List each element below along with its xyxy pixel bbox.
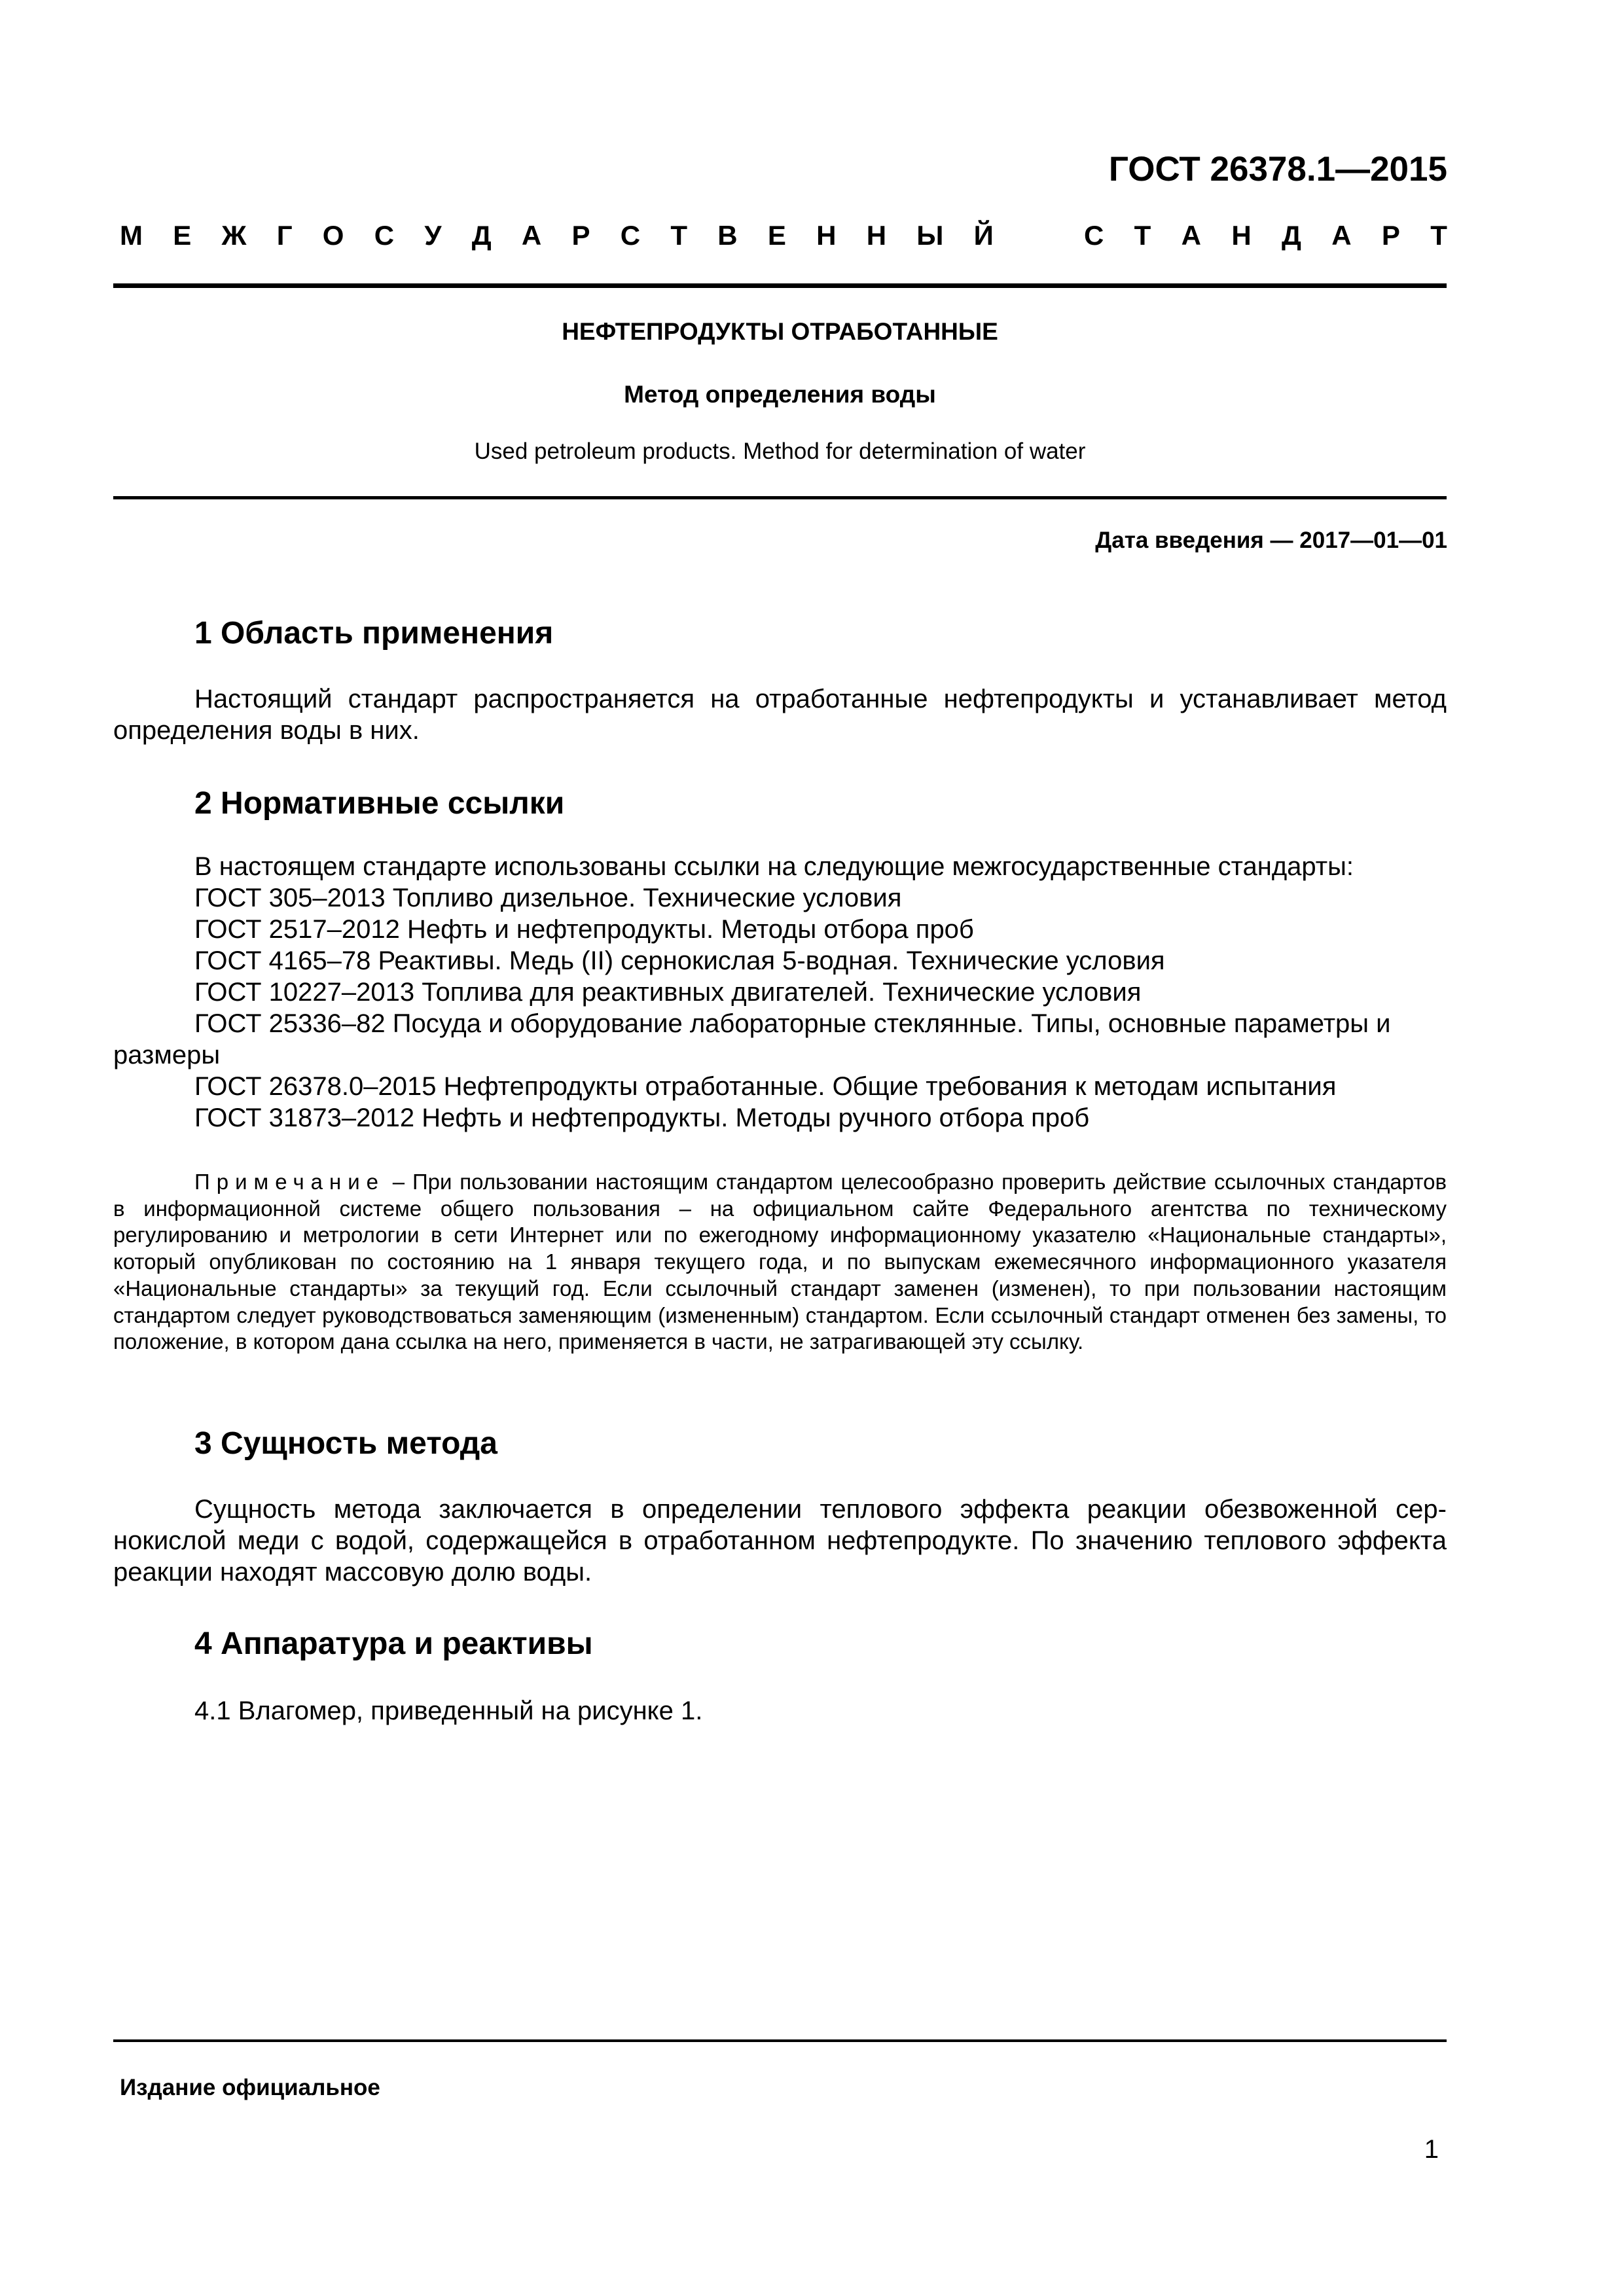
section-2-heading: 2 Нормативные ссылки	[194, 786, 565, 821]
reference-item: ГОСТ 305–2013 Топливо дизельное. Технические условия	[194, 884, 902, 912]
banner-letter: Т	[670, 220, 687, 251]
title-divider	[113, 496, 1447, 499]
banner-letter: Ы	[916, 220, 944, 251]
banner-letter: В	[717, 220, 738, 251]
banner-letter: С	[374, 220, 395, 251]
section-1-text: Настоящий стандарт распространяется на отработанные нефтепродукты и устанавливает метод определения воды в них.	[113, 685, 1447, 745]
banner-letter: Е	[767, 220, 786, 251]
banner-letter: Г	[276, 220, 293, 251]
banner-letter: У	[424, 220, 442, 251]
document-number: ГОСТ 26378.1—2015	[1108, 150, 1447, 188]
page-number: 1	[1424, 2135, 1439, 2164]
document-subtitle: Метод определения воды	[624, 381, 936, 408]
document-title: НЕФТЕПРОДУКТЫ ОТРАБОТАННЫЕ	[562, 318, 998, 345]
banner-letter: А	[521, 220, 542, 251]
banner-letter: Ж	[221, 220, 247, 251]
reference-item: ГОСТ 4165–78 Реактивы. Медь (II) сернокислая 5-водная. Технические условия	[194, 946, 1165, 975]
english-title: Used petroleum products. Method for determination of water	[474, 439, 1086, 464]
banner-letter: Т	[1430, 220, 1447, 251]
banner-letter: С	[1084, 220, 1104, 251]
note-label: Примечание	[194, 1170, 386, 1194]
banner-letter: Н	[1231, 220, 1252, 251]
reference-item: ГОСТ 10227–2013 Топлива для реактивных двигателей. Технические условия	[194, 978, 1142, 1007]
banner-letter: Е	[173, 220, 192, 251]
interstate-word	[120, 220, 994, 251]
header-divider	[113, 283, 1447, 288]
section-3-heading: 3 Сущность метода	[194, 1426, 497, 1461]
section-4-heading: 4 Аппаратура и реактивы	[194, 1626, 593, 1661]
reference-item: ГОСТ 2517–2012 Нефть и нефтепродукты. Методы отбора проб	[194, 915, 974, 944]
footer-divider	[113, 2039, 1447, 2042]
banner-letter: Д	[471, 220, 492, 251]
references-note	[113, 1169, 1447, 1355]
references-intro: В настоящем стандарте использованы ссылки на следующие межгосударственные стандарты:	[194, 852, 1354, 881]
standard-word	[1084, 220, 1447, 251]
banner-letter: Р	[1381, 220, 1400, 251]
banner-letter: О	[322, 220, 344, 251]
normative-references-list	[113, 851, 1447, 1134]
section-1-heading: 1 Область применения	[194, 616, 554, 651]
edition-label: Издание официальное	[120, 2075, 380, 2100]
banner-letter: Т	[1134, 220, 1151, 251]
reference-item: ГОСТ 25336–82 Посуда и оборудование лабораторные стеклянные. Типы, основные параметры и размеры	[113, 1009, 1391, 1069]
note-text: – При пользовании настоящим стандартом целесообразно проверить действие ссылочных стандартов в информационной системе общего пользования – на официальном сайте Федерального агентства по техническому регулированию и метрологии в сети Интернет или по ежегодному информационному указателю «Национальные стандарты», который опубликован по состоянию на 1 января текущего года, и по выпускам ежемесячного информационного указателя «Национальные стандарты» за текущий год. Если ссылочный стандарт заменен (изменен), то при пользовании настоящим стандартом следует руководствоваться заменяющим (измененным) стандартом. Если ссылочный стандарт отменен без замены, то положение, в котором дана ссылка на него, применяется в части, не затрагивающей эту ссылку.	[113, 1170, 1447, 1354]
banner-letter: М	[120, 220, 143, 251]
banner-letter: Д	[1282, 220, 1301, 251]
banner-letter: Н	[816, 220, 837, 251]
reference-item: ГОСТ 26378.0–2015 Нефтепродукты отработанные. Общие требования к методам испытания	[194, 1072, 1337, 1101]
interstate-standard-banner	[120, 220, 1447, 251]
banner-letter: А	[1331, 220, 1352, 251]
reference-item: ГОСТ 31873–2012 Нефть и нефтепродукты. Методы ручного отбора проб	[194, 1103, 1090, 1132]
banner-letter: Р	[571, 220, 590, 251]
banner-letter: А	[1181, 220, 1201, 251]
section-3-text: Сущность метода заключается в определении теплового эффекта реакции обезвоженной сернокислой меди с водой, содержащейся в отработанном нефтепродукте. По значению теплового эффекта реакции находят массовую долю воды.	[113, 1495, 1447, 1587]
banner-letter: Й	[973, 220, 994, 251]
banner-letter: С	[620, 220, 641, 251]
banner-letter: Н	[866, 220, 887, 251]
introduction-date: Дата введения — 2017—01—01	[1095, 528, 1447, 553]
section-4-item-4-1: 4.1 Влагомер, приведенный на рисунке 1.	[194, 1696, 703, 1725]
